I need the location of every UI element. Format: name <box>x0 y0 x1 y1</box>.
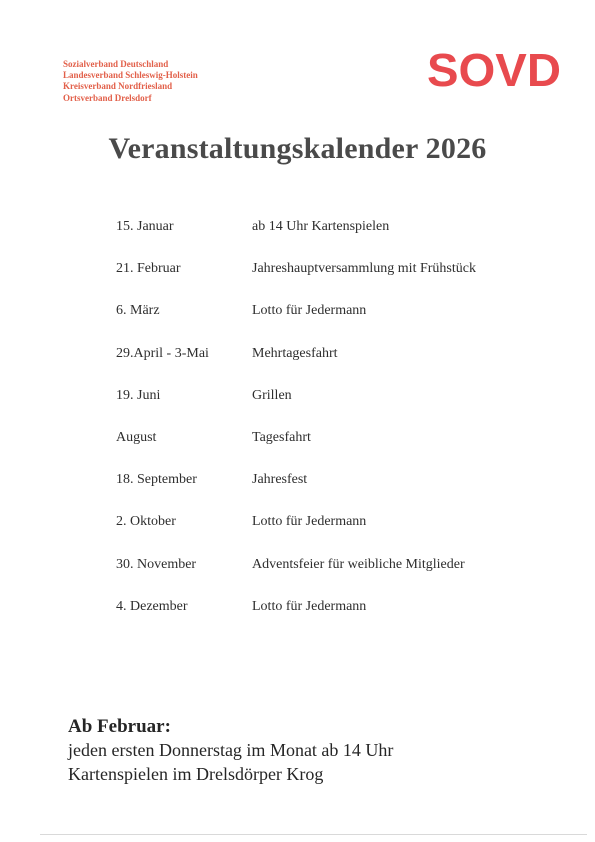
recurring-event-notice <box>68 715 393 786</box>
page-bottom-rule <box>40 834 587 835</box>
event-description: Tagesfahrt <box>252 429 311 445</box>
org-line-local: Ortsverband Drelsdorf <box>63 92 152 103</box>
event-date: August <box>116 429 157 445</box>
event-description: ab 14 Uhr Kartenspielen <box>252 219 390 234</box>
event-description: Mehrtagesfahrt <box>252 345 338 361</box>
event-description: Jahreshauptversammlung mit Frühstück <box>252 261 476 277</box>
page-title: Veranstaltungskalender 2026 <box>108 132 487 165</box>
notice-line: jeden ersten Donnerstag im Monat ab 14 Uhr <box>68 740 394 760</box>
event-date: 2. Oktober <box>116 514 176 530</box>
event-date: 19. Juni <box>116 387 161 403</box>
event-date: 6. März <box>116 303 160 319</box>
event-date: 21. Februar <box>116 261 181 277</box>
event-row <box>116 470 556 512</box>
event-date: 4. Dezember <box>116 598 188 614</box>
event-row <box>116 386 556 428</box>
event-date: 18. September <box>116 472 197 488</box>
organization-header <box>63 59 198 104</box>
event-description: Jahresfest <box>252 472 308 488</box>
org-line-state: Landesverband Schleswig-Holstein <box>63 70 198 81</box>
logo-text: SOVD <box>427 46 561 94</box>
event-date: 30. November <box>116 556 197 572</box>
event-calendar-list <box>116 217 556 639</box>
org-line-district: Kreisverband Nordfriesland <box>63 81 173 92</box>
event-description: Lotto für Jedermann <box>252 598 367 614</box>
event-row <box>116 555 556 597</box>
sovd-logo <box>427 46 563 94</box>
event-description: Lotto für Jedermann <box>252 303 367 319</box>
notice-line: Kartenspielen im Drelsdörper Krog <box>68 764 324 784</box>
event-row <box>116 344 556 386</box>
event-date: 29.April - 3-Mai <box>116 345 209 361</box>
notice-heading: Ab Februar: <box>68 716 171 737</box>
event-row <box>116 259 556 301</box>
org-line-federal: Sozialverband Deutschland <box>63 59 169 69</box>
event-description: Adventsfeier für weibliche Mitglieder <box>252 556 465 572</box>
event-row <box>116 428 556 470</box>
event-description: Lotto für Jedermann <box>252 514 367 530</box>
event-row <box>116 301 556 343</box>
event-row <box>116 217 556 259</box>
event-date: 15. Januar <box>116 219 174 234</box>
event-row <box>116 597 556 639</box>
event-row <box>116 512 556 554</box>
event-description: Grillen <box>252 387 292 403</box>
